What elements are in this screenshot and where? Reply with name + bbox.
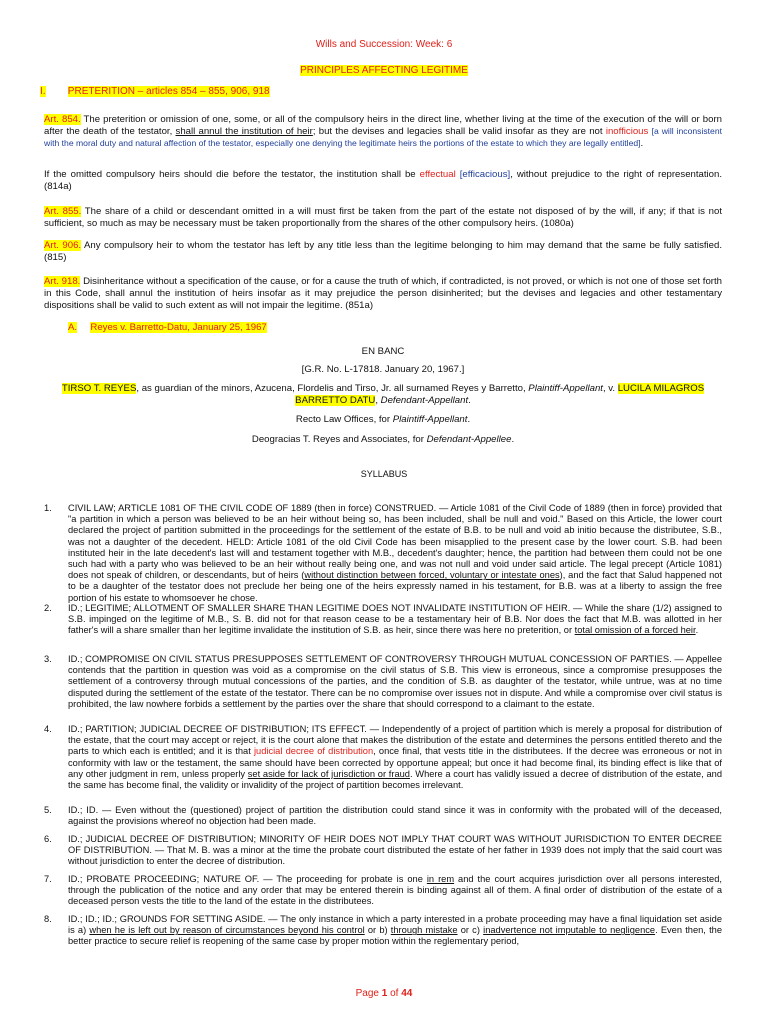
- case-parties: [44, 383, 722, 406]
- item-number: 4.: [44, 724, 52, 734]
- counsel-name: Recto Law Offices, for: [295, 414, 393, 425]
- article-text: Any compulsory heir to whom the testator has left by any title less than the legitime belonging to him may demand that the same be fully satisfied. (815): [44, 240, 722, 263]
- counsel-role: Plaintiff-Appellant: [392, 414, 468, 425]
- item-underlined: set aside for lack of jurisdiction or fraud: [247, 768, 410, 779]
- page-footer: [0, 988, 768, 999]
- party-description: , as guardian of the minors, Azucena, Flordelis and Tirso, Jr. all surnamed Reyes y Barretto,: [136, 383, 529, 394]
- syllabus-item: [44, 834, 722, 868]
- item-text: or c): [457, 925, 484, 936]
- topic-title: PRINCIPLES AFFECTING LEGITIME: [300, 65, 468, 76]
- article-854: [44, 114, 722, 149]
- counsel-role: Defendant-Appellee: [426, 434, 512, 445]
- item-text: CIVIL LAW; ARTICLE 1081 OF THE CIVIL CODE OF 1889 (then in force) CONSTRUED. — Article 1081 of the Civil Code of 1889 (then in force) provided that "a partition in which a person was believed to be an heir without being so, has been included, shall be null and void." Based on this Article, the lower court declared the project of partition submitted in the proceedings for the settlement of the estate of B.B. to be null and void ab initio because the distributee, S.B., was not a daughter of the decedent. HELD: Article 1081 of the old Civil Code has been misapplied to the present case by the lower court. S.B. had been instituted heir in the late decedent's last will and testament together with M.B., decedent's daughter; hence, the partition had between them could not be one such had with a party who was believed to be an heir without really being one, and was not null and void under said article. The legal precept (Article 1081) does not speak of children, or descendants, but of heirs (: [68, 503, 722, 581]
- definition-note: [a will inconsistent with the moral duty and natural affection of the testator, especially one denying the legitimate heirs the portions of the estate to which they are legally entitled]: [44, 125, 722, 148]
- item-body: [68, 603, 722, 637]
- item-text: ID.; ID.; ID.; GROUNDS FOR SETTING ASIDE. — The only instance in which a party interested in a probate proceeding may have a final liquidation set aside is a): [68, 914, 722, 936]
- party-name: TIRSO T. REYES: [61, 383, 137, 394]
- article-text: If the omitted compulsory heirs should die before the testator, the institution shall be: [44, 169, 420, 180]
- item-text: ID.; JUDICIAL DECREE OF DISTRIBUTION; MINORITY OF HEIR DOES NOT IMPLY THAT COURT WAS WITHOUT JURISDICTION TO ENTER DECREE OF DISTRIBUTION. — That M. B. was a minor at the time the probate court distributed the estate of her father in 1939 does not imply that the said court was without jurisdiction to enter the decree of distribution.: [68, 834, 722, 867]
- item-text: .: [695, 625, 699, 636]
- punctuation: .: [511, 434, 515, 445]
- article-text: Disinheritance without a specification of the cause, or for a cause the truth of which, if contradicted, is not proved, or which is not one of those set forth in this Code, shall annul the institution of heirs insofar as it may prejudice the person disinherited; but the devises and legacies and other testamentary dispositions shall be valid to such extent as will not impair the legitime. (851a): [44, 276, 722, 311]
- term-inofficious: inofficious: [605, 125, 649, 137]
- subheading-title: Reyes v. Barretto-Datu, January 25, 1967: [90, 322, 267, 333]
- article-text: , without prejudice to the right of representation. (814a): [44, 169, 722, 192]
- item-body: [68, 834, 722, 868]
- page-word: Page: [355, 988, 382, 999]
- article-text: The preterition or omission of one, some, or all of the compulsory heirs in the direct line, whether living at the time of the execution of the will or born after the death of the testator,: [44, 114, 722, 137]
- item-text: ), and the fact that Salud happened not to be a daughter of the testator does not preclude her being one of the heirs expressly named in his testament, for B.B. was at a liberty to assign the free portion of his estate to whomsoever he chose.: [68, 570, 722, 603]
- party-role: Defendant-Appellant: [380, 394, 469, 406]
- subheading-label: A.: [68, 322, 78, 333]
- term-effectual: effectual: [419, 169, 456, 180]
- syllabus-item: [44, 603, 722, 637]
- article-918: [44, 276, 722, 311]
- item-text: ID.; LEGITIME; ALLOTMENT OF SMALLER SHARE THAN LEGITIME DOES NOT INVALIDATE INSTITUTION OF HEIR. — While the share (1/2) assigned to S.B. impinged on the legitime of M.B., S. B. did not for that reason cease to be a testamentary heir of B.B. Nor does the fact that M.B. was allotted in her father's will a share smaller than her legitime invalidate the institution of S.B. as heir, since there was here no preterition, or: [68, 603, 722, 636]
- counsel-name: Deogracias T. Reyes and Associates, for: [251, 434, 427, 445]
- item-underlined: total omission of a forced heir: [574, 625, 696, 636]
- item-text: . Where a court has validly issued a decree of distribution of the estate, and the same has become final, the validity or invalidity of the project of partition becomes irrelevant.: [68, 768, 722, 791]
- party-role: Plaintiff-Appellant: [528, 383, 603, 394]
- of-word: of: [387, 988, 402, 999]
- item-number: 6.: [44, 834, 52, 844]
- item-highlight: judicial decree of distribution: [253, 746, 374, 757]
- article-854-paragraph-2: [44, 169, 722, 193]
- article-label: Art. 854.: [44, 114, 81, 125]
- syllabus-item: [44, 914, 722, 948]
- item-underlined: when he is left out by reason of circumstances beyond his control: [89, 925, 365, 936]
- syllabus-item: [44, 805, 722, 827]
- article-label: Art. 918.: [44, 276, 81, 287]
- item-number: 8.: [44, 914, 52, 924]
- punctuation: .: [468, 394, 471, 406]
- item-underlined: through mistake: [390, 925, 458, 936]
- article-855: [44, 206, 722, 230]
- item-number: 3.: [44, 654, 52, 664]
- punctuation: .: [640, 137, 644, 149]
- article-label: Art. 855.: [44, 206, 82, 217]
- item-text: ID.; COMPROMISE ON CIVIL STATUS PRESUPPOSES SETTLEMENT OF CONTROVERSY THROUGH MUTUAL CONCESSION OF PARTIES. — Appellee contends that the partition in question was void as a compromise on the civil status of S.B. This view is erroneous, since a compromise presupposes the settlement of a controversy through mutual concessions of the parties, and the condition of S.B. as daughter of the testator, while untrue, was at no time disputed during the settlement of the estate of the testator. There can be no compromise over issues not in dispute. And while a compromise over civil status is prohibited, the law nowhere forbids a settlement by the parties over the share that should correspond to a claimant to the estate.: [68, 654, 722, 709]
- item-underlined: in rem: [426, 874, 455, 884]
- item-text: or b): [364, 925, 391, 936]
- court-division: EN BANC: [361, 346, 405, 357]
- item-body: [68, 724, 722, 791]
- case-subheading: [68, 322, 267, 333]
- punctuation: .: [467, 414, 471, 425]
- syllabus-item: [44, 503, 722, 604]
- syllabus-heading: SYLLABUS: [360, 469, 408, 479]
- item-number: 7.: [44, 874, 52, 884]
- item-body: [68, 874, 722, 908]
- syllabus-item: [44, 724, 722, 791]
- section-numeral: I.: [40, 86, 46, 97]
- page-number: 1: [381, 988, 388, 999]
- item-text: ID.; PROBATE PROCEEDING; NATURE OF. — The proceeding for probate is one: [68, 874, 427, 884]
- item-body: [68, 805, 722, 827]
- punctuation: ,: [375, 394, 381, 406]
- section-title: PRETERITION – articles 854 – 855, 906, 918: [67, 86, 270, 97]
- versus: , v.: [602, 383, 618, 394]
- article-label: Art. 906.: [44, 240, 82, 251]
- item-text: . Even then, the better practice to secure relief is reopening of the same case by proper motion within the reglementary period,: [68, 925, 722, 947]
- item-body: [68, 914, 722, 948]
- section-heading: [40, 86, 270, 97]
- article-text: ; but the devises and legacies shall be valid insofar as they are not: [312, 125, 606, 137]
- item-number: 1.: [44, 503, 52, 513]
- article-906: [44, 240, 722, 264]
- course-header: Wills and Succession: Week: 6: [315, 39, 453, 50]
- article-text: The share of a child or descendant omitted in a will must first be taken from the part of the estate not disposed of by the will, if any; if that is not sufficient, so much as may be necessary must be taken proportionally from the shares of the other compulsory heirs. (1080a): [44, 206, 722, 229]
- counsel-plaintiff: [44, 414, 722, 425]
- item-number: 2.: [44, 603, 52, 613]
- item-text: and the court acquires jurisdiction over all persons interested, through the publication of the notice and any order that may be entered therein is binding against all of them. A final order of distribution of the estate of a deceased person vests the title to the land of the estate in the distributees.: [68, 874, 722, 907]
- party-name: LUCILA MILAGROS BARRETTO DATU: [295, 383, 705, 406]
- article-underlined: shall annul the institution of heir: [175, 125, 313, 137]
- counsel-defendant: [44, 434, 722, 445]
- item-underlined: inadvertence not imputable to negligence: [483, 925, 656, 936]
- item-text: ID.; PARTITION; JUDICIAL DECREE OF DISTRIBUTION; ITS EFFECT. — Independently of a project of partition which is merely a proposal for distribution of the estate, that the court may accept or reject, it is the court alone that makes the distribution of the estate and determines the persons entitled thereto and the parts to which each is entitled; and it is that: [68, 724, 722, 757]
- item-underlined: without distinction between forced, voluntary or intestate ones: [304, 570, 560, 581]
- item-body: [68, 503, 722, 604]
- syllabus-item: [44, 874, 722, 908]
- syllabus-item: [44, 654, 722, 710]
- item-text: ID.; ID. — Even without the (questioned) project of partition the distribution could stand since it was in conformity with the probated will of the deceased, against the provisions whereof no objection had been made.: [68, 805, 722, 827]
- item-body: [68, 654, 722, 710]
- definition-note: [efficacious]: [459, 169, 511, 180]
- page-total: 44: [401, 988, 413, 999]
- gr-number: [G.R. No. L-17818. January 20, 1967.]: [301, 364, 465, 375]
- topic-header: [0, 65, 768, 76]
- item-number: 5.: [44, 805, 52, 815]
- item-text: , once final, that vests title in the distributees. If the decree was erroneous or not in conformity with law or the testament, the same should have been corrected by opportune appeal; but once it had become final, its binding effect is like that of any other judgment in rem, unless properly: [68, 746, 722, 779]
